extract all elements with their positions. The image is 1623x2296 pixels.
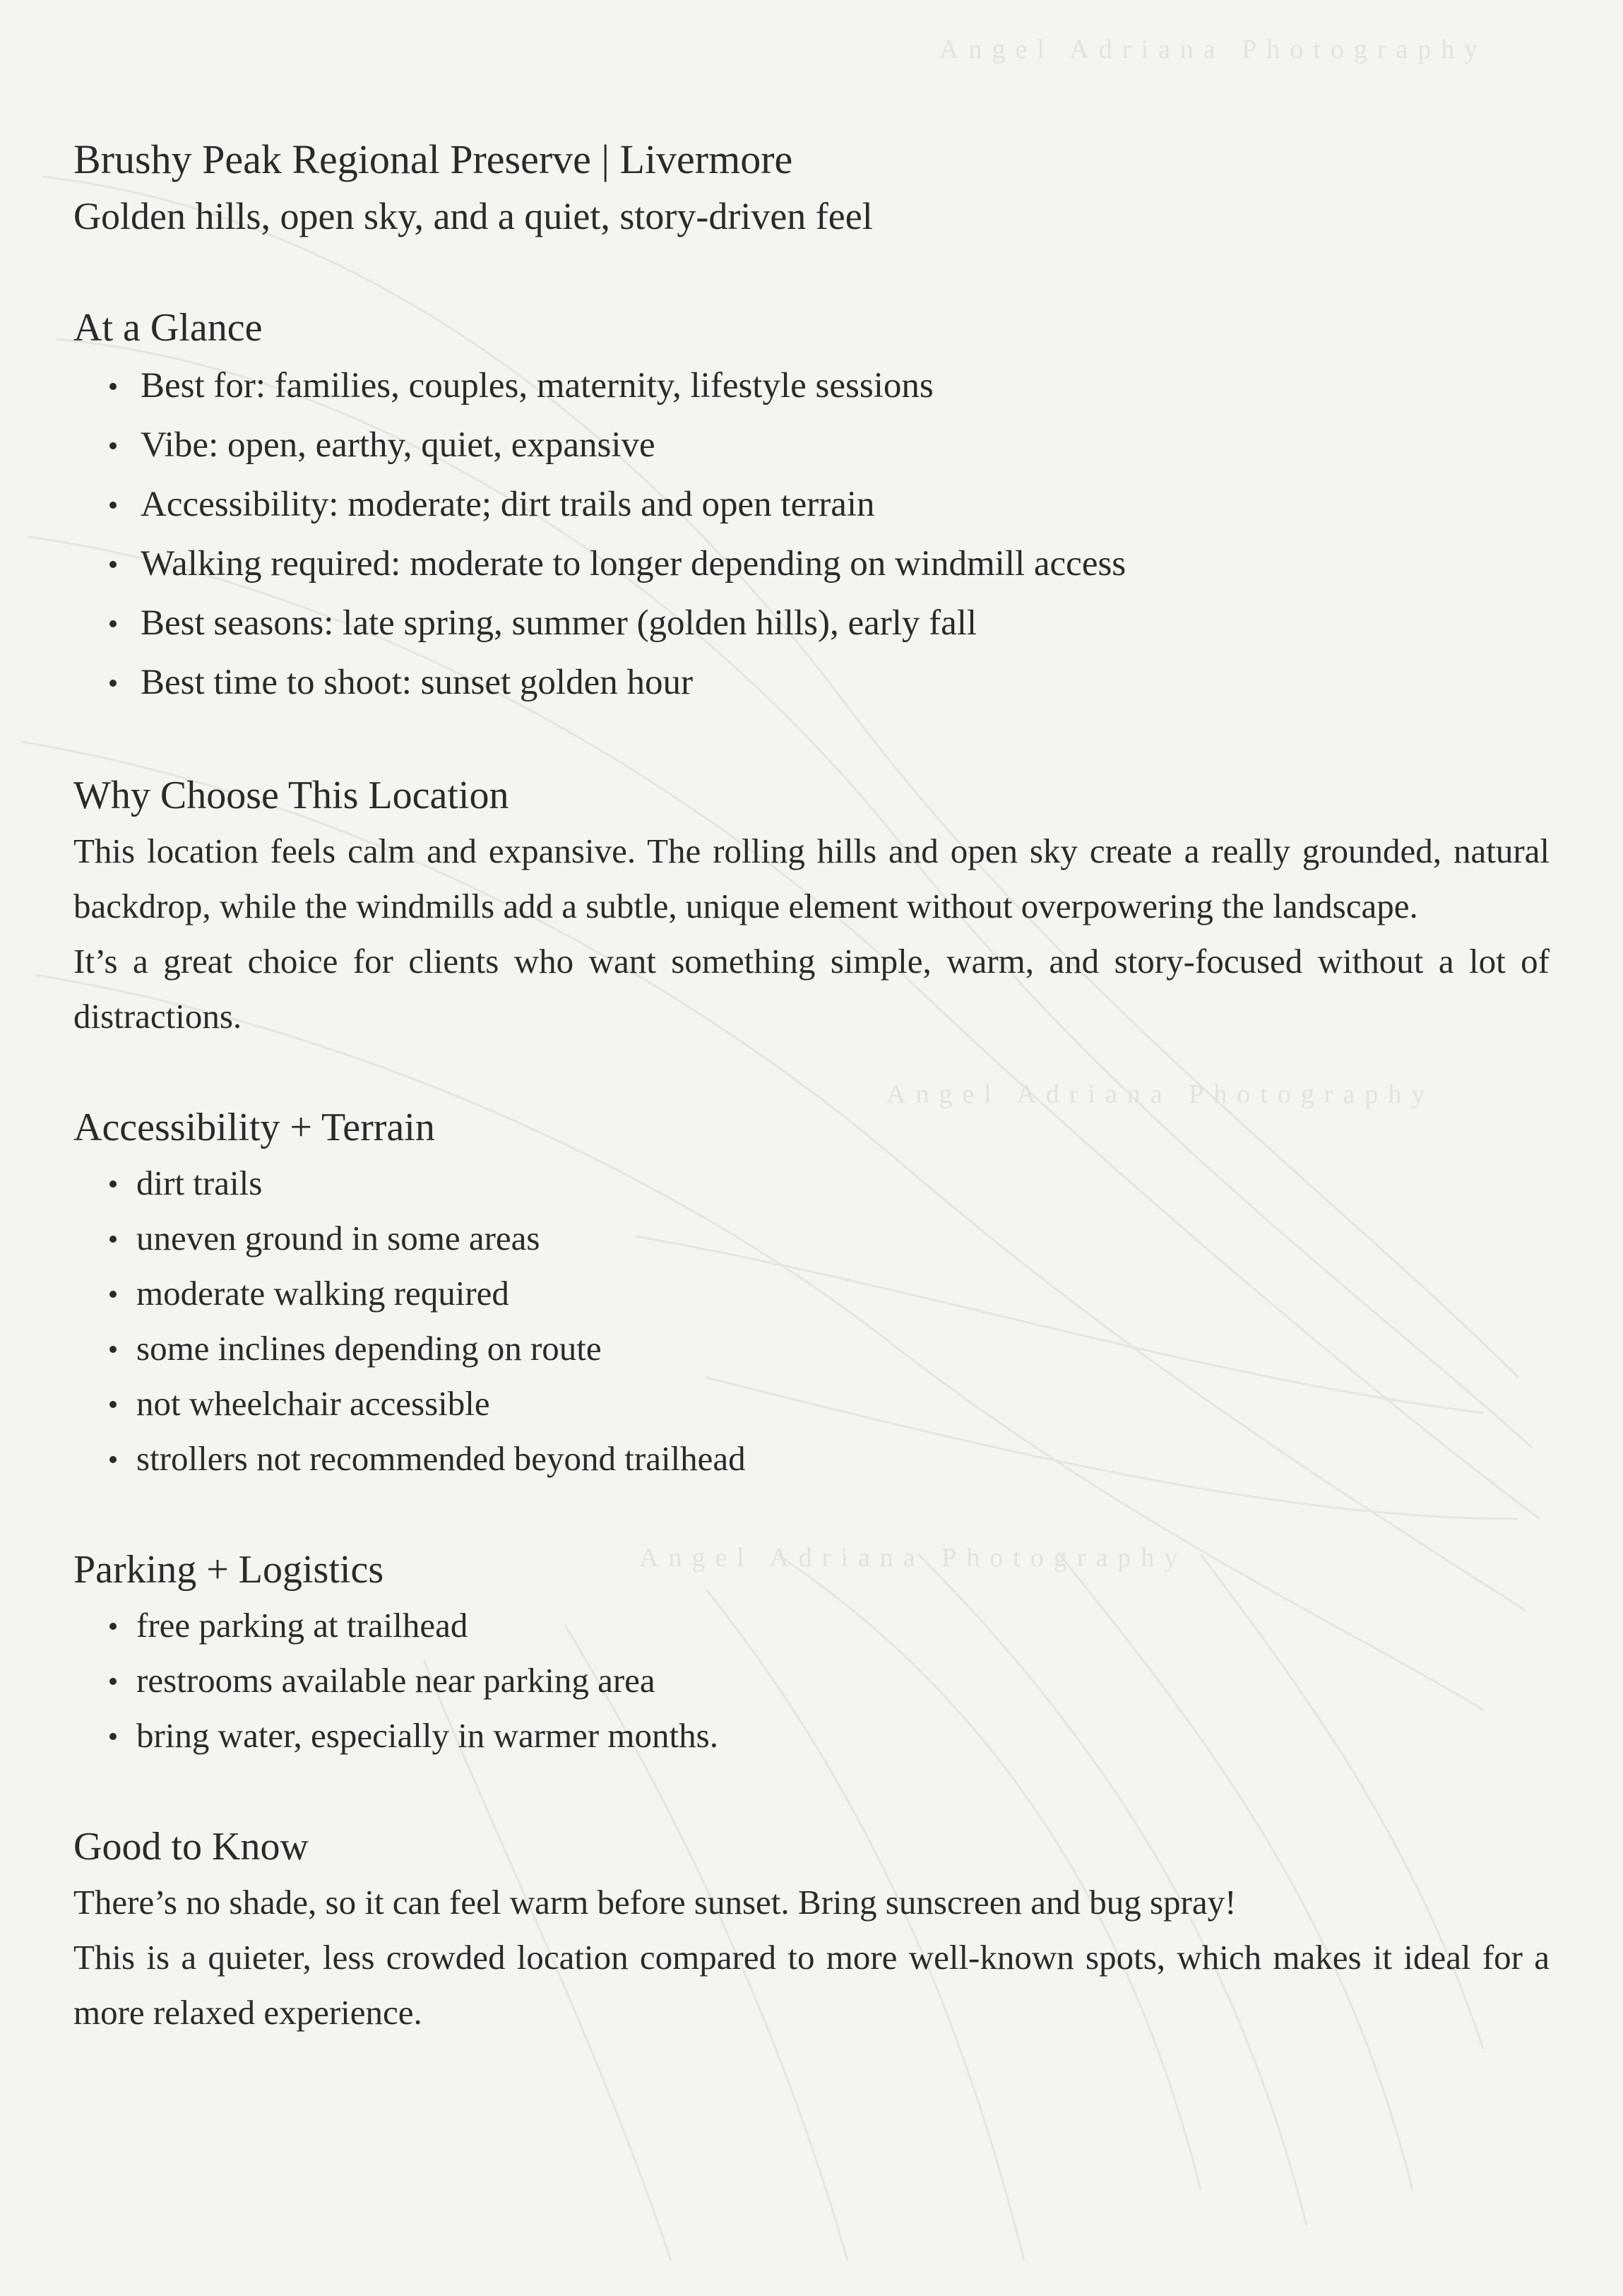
accessibility-list xyxy=(73,1156,1550,1486)
paragraph: This is a quieter, less crowded location compared to more well-known spots, which makes it ideal for a more relaxed experience. xyxy=(73,1938,1550,2032)
at-a-glance-list xyxy=(73,356,1550,712)
list-item: some inclines depending on route xyxy=(73,1321,1550,1376)
parking-list xyxy=(73,1598,1550,1763)
list-item: Walking required: moderate to longer depending on windmill access xyxy=(73,534,1550,593)
list-item: moderate walking required xyxy=(73,1266,1550,1321)
document-body xyxy=(73,131,1550,2040)
paragraph: There’s no shade, so it can feel warm before sunset. Bring sunscreen and bug spray! xyxy=(73,1883,1237,1922)
section-heading-at-a-glance: At a Glance xyxy=(73,306,263,350)
list-item: dirt trails xyxy=(73,1156,1550,1211)
section-heading-why-choose: Why Choose This Location xyxy=(73,774,509,817)
list-item: not wheelchair accessible xyxy=(73,1376,1550,1431)
list-item: Vibe: open, earthy, quiet, expansive xyxy=(73,415,1550,475)
watermark-top: Angel Adriana Photography xyxy=(939,35,1488,64)
section-heading-parking: Parking + Logistics xyxy=(73,1548,384,1592)
list-item: restrooms available near parking area xyxy=(73,1653,1550,1708)
list-item: free parking at trailhead xyxy=(73,1598,1550,1653)
paragraph: It’s a great choice for clients who want something simple, warm, and story-focused without a lot of distractions. xyxy=(73,942,1550,1036)
list-item: Best time to shoot: sunset golden hour xyxy=(73,653,1550,712)
page-subtitle: Golden hills, open sky, and a quiet, story-driven feel xyxy=(73,195,873,237)
watermark-middle: Angel Adriana Photography xyxy=(886,1079,1435,1109)
section-heading-good-to-know: Good to Know xyxy=(73,1825,309,1869)
paragraph: This location feels calm and expansive. The rolling hills and open sky create a really grounded, natural backdrop, while the windmills add a subtle, unique element without overpowering the landscape. xyxy=(73,832,1550,925)
list-item: Best seasons: late spring, summer (golden hills), early fall xyxy=(73,593,1550,653)
section-heading-accessibility: Accessibility + Terrain xyxy=(73,1106,435,1149)
watermark-lower: Angel Adriana Photography xyxy=(639,1543,1188,1573)
list-item: uneven ground in some areas xyxy=(73,1211,1550,1266)
page-title: Brushy Peak Regional Preserve | Livermore xyxy=(73,136,793,182)
list-item: bring water, especially in warmer months. xyxy=(73,1708,1550,1763)
list-item: Accessibility: moderate; dirt trails and open terrain xyxy=(73,475,1550,534)
list-item: Best for: families, couples, maternity, lifestyle sessions xyxy=(73,356,1550,415)
list-item: strollers not recommended beyond trailhead xyxy=(73,1431,1550,1486)
